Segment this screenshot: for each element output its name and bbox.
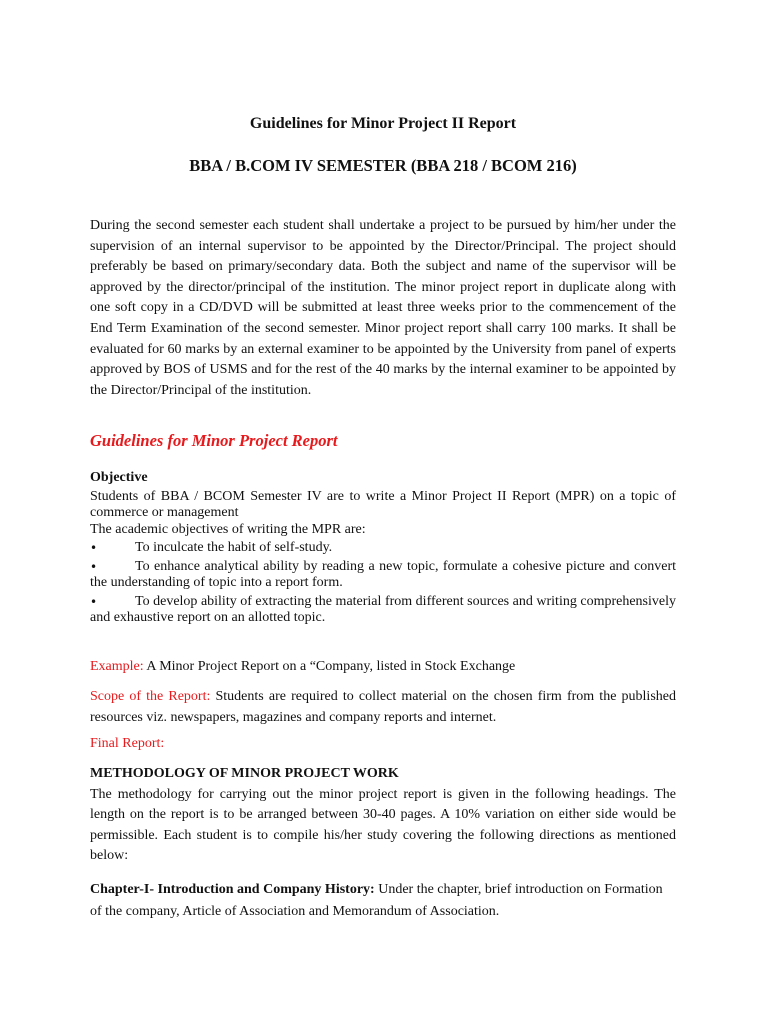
list-item	[90, 559, 676, 592]
bullet-icon: •	[90, 541, 98, 555]
list-item-text: To enhance analytical ability by reading a new topic, formulate a cohesive picture and convert the understanding of topic into a report form.	[90, 558, 676, 590]
objective-heading: Objective	[90, 470, 148, 485]
list-item-text: To develop ability of extracting the material from different sources and writing comprehensively and exhaustive report on an allotted topic.	[90, 593, 676, 625]
scope-paragraph	[90, 687, 676, 728]
intro-paragraph: During the second semester each student shall undertake a project to be pursued by him/her under the supervision of an internal supervisor to be appointed by the Director/Principal. The project should preferably be based on primary/secondary data. Both the subject and name of the supervisor will be approved by the director/principal of the institution. The minor project report in duplicate along with one soft copy in a CD/DVD will be submitted at least three weeks prior to the commencement of the End Term Examination of the second semester. Minor project report shall carry 100 marks. It shall be evaluated for 60 marks by an external examiner to be appointed by the University from panel of experts approved by BOS of USMS and for the rest of the 40 marks by the internal examiner to be appointed by the Director/Principal of the institution.	[90, 218, 676, 398]
scope-label: Scope of the Report:	[90, 689, 211, 704]
guidelines-heading: Guidelines for Minor Project Report	[90, 431, 338, 450]
final-report-label: Final Report:	[90, 736, 165, 751]
document-subtitle: BBA / B.COM IV SEMESTER (BBA 218 / BCOM 216)	[189, 156, 577, 175]
example-line	[90, 659, 676, 675]
objective-section	[90, 470, 676, 627]
methodology-heading: METHODOLOGY OF MINOR PROJECT WORK	[90, 766, 399, 781]
objectives-list	[90, 540, 676, 627]
list-item	[90, 540, 676, 557]
document-title: Guidelines for Minor Project II Report	[249, 115, 517, 132]
objectives-intro: The academic objectives of writing the MPR are:	[90, 521, 366, 537]
example-text: A Minor Project Report on a “Company, listed in Stock Exchange	[143, 659, 516, 674]
list-item-text: To inculcate the habit of self-study.	[135, 540, 333, 555]
example-label: Example:	[90, 659, 144, 674]
scope-text: Students are required to collect material on the chosen firm from the published resources viz. newspapers, magazines and company reports and internet.	[90, 689, 676, 725]
chapter-1-paragraph	[90, 879, 676, 922]
objective-text: Students of BBA / BCOM Semester IV are to write a Minor Project II Report (MPR) on a topic of commerce or management	[90, 488, 676, 520]
methodology-text: The methodology for carrying out the minor project report is given in the following headings. The length on the report is to be arranged between 30-40 pages. A 10% variation on either side would be permissible. Each student is to compile his/her study covering the following directions as mentioned below:	[90, 786, 676, 863]
chapter-1-label: Chapter-I- Introduction and Company History:	[90, 882, 375, 897]
list-item	[90, 594, 676, 627]
chapter-1-text: Under the chapter, brief introduction on Formation of the company, Article of Association and Memorandum of Association.	[90, 882, 663, 919]
bullet-icon: •	[90, 559, 98, 574]
methodology-section	[90, 764, 676, 867]
bullet-icon: •	[90, 594, 98, 609]
